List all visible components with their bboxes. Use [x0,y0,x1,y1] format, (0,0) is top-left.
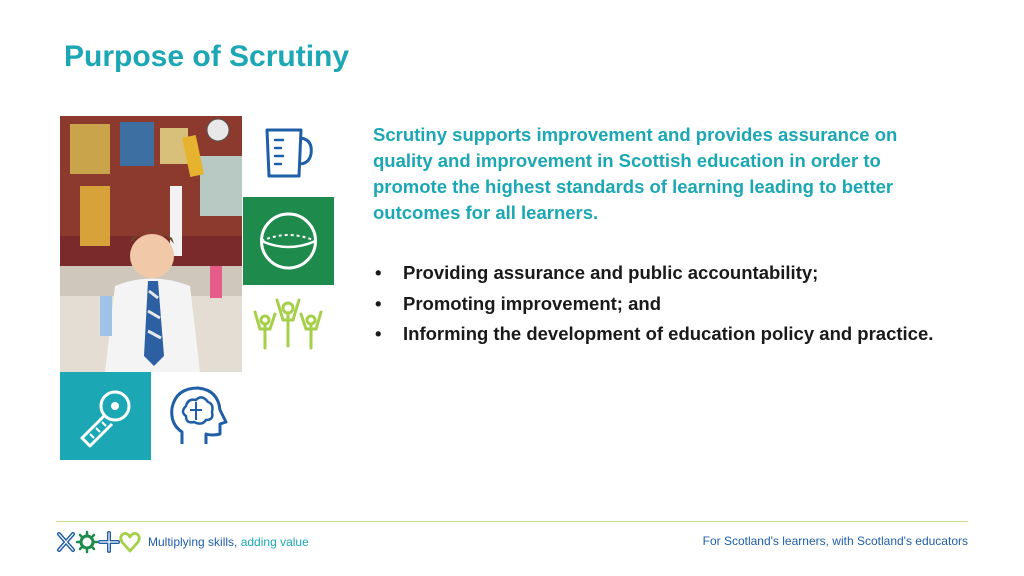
brain-head-tile [152,372,242,460]
plus-icon [100,533,118,551]
list-item [373,291,953,317]
celebrating-people-icon [243,286,334,372]
bullet-text: Promoting improvement; and [403,292,661,314]
celebrating-people-tile [243,286,334,372]
footer-tagline [148,535,309,549]
footer-motto: For Scotland's learners, with Scotland's educators [702,534,968,548]
slide-title: Purpose of Scrutiny [64,40,350,73]
intro-paragraph: Scrutiny supports improvement and provides assurance on quality and improvement in Scottish education in order to promote the highest standards of learning leading to better outcomes for all learners. [373,124,898,223]
measuring-jug-icon [243,116,334,198]
sphere-icon [243,197,334,285]
bullet-text: Providing assurance and public accountability; [403,262,819,283]
tape-measure-tile [60,372,151,460]
footer-tagline-accent: adding value [240,535,309,549]
measuring-jug-tile [243,116,334,198]
footer-logo [55,529,141,560]
gear-icon [77,532,97,552]
bullet-text: Informing the development of education policy and practice. [403,323,934,344]
bullet-glyph: • [375,292,382,314]
list-item [373,321,953,347]
footer-tagline-main: Multiplying skills, [148,535,238,549]
tape-measure-icon [60,372,151,460]
classroom-photo [60,116,242,372]
heart-icon [121,533,140,551]
bullet-glyph: • [375,323,382,344]
sphere-tile [243,197,334,285]
list-item [373,260,953,286]
footer-divider [56,521,968,522]
multiply-icon [59,534,73,550]
bullet-glyph: • [375,262,382,283]
brain-head-icon [152,372,242,460]
bullet-list [373,260,953,352]
